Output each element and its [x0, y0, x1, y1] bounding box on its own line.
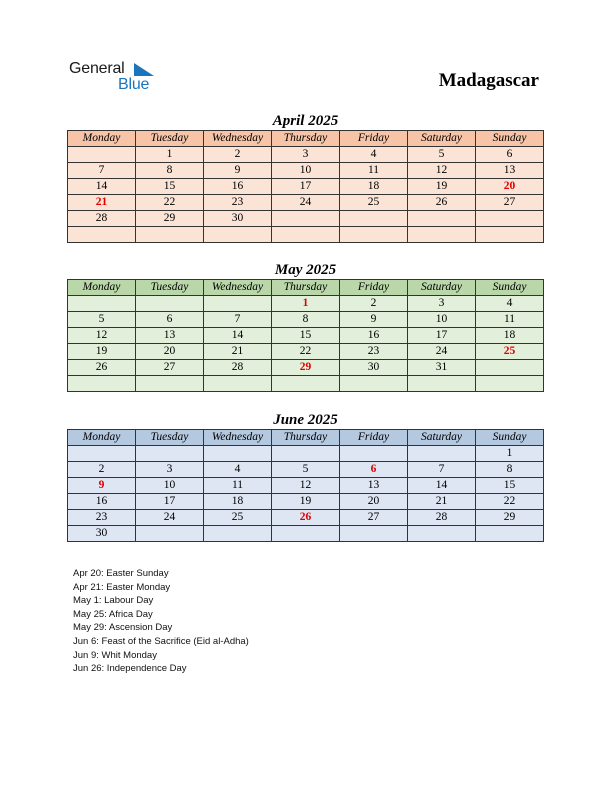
day-cell: 15 — [136, 179, 204, 195]
week-row — [68, 344, 544, 360]
month-april — [67, 112, 544, 243]
day-cell: 11 — [204, 478, 272, 494]
day-cell: 20 — [136, 344, 204, 360]
day-cell: 8 — [272, 312, 340, 328]
week-row — [68, 376, 544, 392]
day-cell: 10 — [272, 163, 340, 179]
day-cell: 6 — [476, 147, 544, 163]
weekday-header: Thursday — [272, 280, 340, 296]
day-cell: 4 — [204, 462, 272, 478]
day-cell: 8 — [476, 462, 544, 478]
weekday-header: Saturday — [408, 280, 476, 296]
day-cell: 20 — [340, 494, 408, 510]
empty-day-cell — [68, 376, 136, 392]
day-cell: 4 — [476, 296, 544, 312]
calendar-grid — [67, 130, 544, 243]
day-cell: 27 — [340, 510, 408, 526]
week-row — [68, 195, 544, 211]
week-row — [68, 462, 544, 478]
day-cell: 1 — [136, 147, 204, 163]
empty-day-cell — [408, 227, 476, 243]
day-cell: 22 — [272, 344, 340, 360]
day-cell: 21 — [408, 494, 476, 510]
day-cell: 21 — [204, 344, 272, 360]
day-cell: 5 — [408, 147, 476, 163]
day-cell: 30 — [68, 526, 136, 542]
day-cell: 23 — [68, 510, 136, 526]
empty-day-cell — [340, 227, 408, 243]
day-cell: 14 — [68, 179, 136, 195]
empty-day-cell — [204, 376, 272, 392]
empty-day-cell — [476, 376, 544, 392]
day-cell: 14 — [408, 478, 476, 494]
empty-day-cell — [476, 360, 544, 376]
day-cell: 12 — [408, 163, 476, 179]
weekday-header: Wednesday — [204, 430, 272, 446]
holiday-entry: May 29: Ascension Day — [73, 622, 173, 634]
weekday-header: Sunday — [476, 280, 544, 296]
day-cell: 6 — [136, 312, 204, 328]
empty-day-cell — [136, 526, 204, 542]
holiday-entry: Jun 6: Feast of the Sacrifice (Eid al-Adha) — [73, 635, 249, 647]
day-cell: 26 — [408, 195, 476, 211]
day-cell: 8 — [136, 163, 204, 179]
day-cell: 29 — [476, 510, 544, 526]
logo-text-blue: Blue — [118, 76, 150, 93]
day-cell: 25 — [476, 344, 544, 360]
day-cell: 3 — [136, 462, 204, 478]
day-cell: 12 — [68, 328, 136, 344]
empty-day-cell — [272, 376, 340, 392]
day-cell: 9 — [204, 163, 272, 179]
week-row — [68, 227, 544, 243]
day-cell: 14 — [204, 328, 272, 344]
day-cell: 22 — [136, 195, 204, 211]
day-cell: 15 — [476, 478, 544, 494]
day-cell: 6 — [340, 462, 408, 478]
empty-day-cell — [68, 296, 136, 312]
week-row — [68, 446, 544, 462]
empty-day-cell — [340, 526, 408, 542]
day-cell: 9 — [340, 312, 408, 328]
weekday-header: Tuesday — [136, 280, 204, 296]
empty-day-cell — [272, 211, 340, 227]
generalblue-logo — [69, 60, 169, 96]
weekday-header: Thursday — [272, 430, 340, 446]
day-cell: 19 — [408, 179, 476, 195]
day-cell: 17 — [136, 494, 204, 510]
month-title: April 2025 — [272, 113, 339, 129]
day-cell: 16 — [204, 179, 272, 195]
day-cell: 11 — [340, 163, 408, 179]
day-cell: 2 — [340, 296, 408, 312]
weekday-header: Monday — [68, 131, 136, 147]
logo-text-general: General — [69, 60, 125, 77]
day-cell: 5 — [272, 462, 340, 478]
empty-day-cell — [136, 376, 204, 392]
weekday-header: Monday — [68, 280, 136, 296]
day-cell: 13 — [340, 478, 408, 494]
month-title: June 2025 — [273, 412, 338, 428]
day-cell: 22 — [476, 494, 544, 510]
weekday-header: Friday — [340, 430, 408, 446]
day-cell: 9 — [68, 478, 136, 494]
day-cell: 7 — [68, 163, 136, 179]
month-june — [67, 411, 544, 542]
weekday-header: Wednesday — [204, 131, 272, 147]
day-cell: 18 — [476, 328, 544, 344]
holiday-entry: Apr 20: Easter Sunday — [73, 568, 169, 579]
holiday-entry: Jun 26: Independence Day — [73, 663, 187, 675]
weekday-header: Friday — [340, 131, 408, 147]
empty-day-cell — [408, 376, 476, 392]
weekday-header: Thursday — [272, 131, 340, 147]
day-cell: 30 — [340, 360, 408, 376]
week-row — [68, 526, 544, 542]
day-cell: 25 — [340, 195, 408, 211]
weekday-header: Sunday — [476, 430, 544, 446]
day-cell: 12 — [272, 478, 340, 494]
day-cell: 19 — [272, 494, 340, 510]
empty-day-cell — [272, 526, 340, 542]
empty-day-cell — [340, 376, 408, 392]
week-row — [68, 328, 544, 344]
day-cell: 28 — [68, 211, 136, 227]
day-cell: 24 — [272, 195, 340, 211]
day-cell: 2 — [204, 147, 272, 163]
empty-day-cell — [476, 211, 544, 227]
day-cell: 30 — [204, 211, 272, 227]
day-cell: 16 — [340, 328, 408, 344]
day-cell: 17 — [272, 179, 340, 195]
weekday-header: Friday — [340, 280, 408, 296]
day-cell: 1 — [272, 296, 340, 312]
country-title: Madagascar — [438, 70, 539, 91]
empty-day-cell — [204, 526, 272, 542]
day-cell: 27 — [136, 360, 204, 376]
holiday-entry: Apr 21: Easter Monday — [73, 581, 171, 593]
day-cell: 31 — [408, 360, 476, 376]
day-cell: 19 — [68, 344, 136, 360]
empty-day-cell — [408, 211, 476, 227]
day-cell: 21 — [68, 195, 136, 211]
week-row — [68, 147, 544, 163]
week-row — [68, 296, 544, 312]
day-cell: 3 — [272, 147, 340, 163]
day-cell: 29 — [136, 211, 204, 227]
day-cell: 7 — [204, 312, 272, 328]
week-row — [68, 494, 544, 510]
day-cell: 10 — [408, 312, 476, 328]
week-row — [68, 211, 544, 227]
empty-day-cell — [408, 526, 476, 542]
day-cell: 11 — [476, 312, 544, 328]
month-title: May 2025 — [274, 262, 337, 278]
day-cell: 26 — [272, 510, 340, 526]
week-row — [68, 478, 544, 494]
day-cell: 1 — [476, 446, 544, 462]
weekday-header-row — [68, 430, 544, 446]
empty-day-cell — [68, 227, 136, 243]
holiday-list — [73, 567, 249, 676]
day-cell: 3 — [408, 296, 476, 312]
month-may — [67, 261, 544, 392]
empty-day-cell — [68, 147, 136, 163]
empty-day-cell — [68, 446, 136, 462]
day-cell: 4 — [340, 147, 408, 163]
weekday-header: Wednesday — [204, 280, 272, 296]
day-cell: 23 — [340, 344, 408, 360]
day-cell: 20 — [476, 179, 544, 195]
weekday-header-row — [68, 131, 544, 147]
day-cell: 16 — [68, 494, 136, 510]
empty-day-cell — [476, 227, 544, 243]
holiday-entry: Jun 9: Whit Monday — [73, 649, 157, 661]
day-cell: 25 — [204, 510, 272, 526]
day-cell: 13 — [136, 328, 204, 344]
holiday-entry: May 25: Africa Day — [73, 608, 153, 620]
empty-day-cell — [136, 227, 204, 243]
day-cell: 26 — [68, 360, 136, 376]
week-row — [68, 360, 544, 376]
empty-day-cell — [136, 446, 204, 462]
day-cell: 17 — [408, 328, 476, 344]
week-row — [68, 163, 544, 179]
empty-day-cell — [204, 227, 272, 243]
empty-day-cell — [272, 227, 340, 243]
day-cell: 18 — [340, 179, 408, 195]
week-row — [68, 312, 544, 328]
empty-day-cell — [204, 296, 272, 312]
weekday-header: Saturday — [408, 131, 476, 147]
day-cell: 28 — [408, 510, 476, 526]
day-cell: 7 — [408, 462, 476, 478]
empty-day-cell — [272, 446, 340, 462]
calendar-grid — [67, 279, 544, 392]
weekday-header: Tuesday — [136, 430, 204, 446]
logo-triangle-icon — [134, 63, 156, 77]
weekday-header: Tuesday — [136, 131, 204, 147]
weekday-header: Monday — [68, 430, 136, 446]
day-cell: 29 — [272, 360, 340, 376]
day-cell: 5 — [68, 312, 136, 328]
empty-day-cell — [340, 211, 408, 227]
holiday-entry: May 1: Labour Day — [73, 595, 154, 607]
day-cell: 2 — [68, 462, 136, 478]
day-cell: 27 — [476, 195, 544, 211]
empty-day-cell — [476, 526, 544, 542]
empty-day-cell — [204, 446, 272, 462]
week-row — [68, 179, 544, 195]
weekday-header: Saturday — [408, 430, 476, 446]
day-cell: 18 — [204, 494, 272, 510]
day-cell: 23 — [204, 195, 272, 211]
weekday-header: Sunday — [476, 131, 544, 147]
day-cell: 28 — [204, 360, 272, 376]
empty-day-cell — [136, 296, 204, 312]
day-cell: 13 — [476, 163, 544, 179]
calendar-grid — [67, 429, 544, 542]
day-cell: 24 — [408, 344, 476, 360]
empty-day-cell — [340, 446, 408, 462]
weekday-header-row — [68, 280, 544, 296]
week-row — [68, 510, 544, 526]
day-cell: 15 — [272, 328, 340, 344]
day-cell: 10 — [136, 478, 204, 494]
day-cell: 24 — [136, 510, 204, 526]
empty-day-cell — [408, 446, 476, 462]
